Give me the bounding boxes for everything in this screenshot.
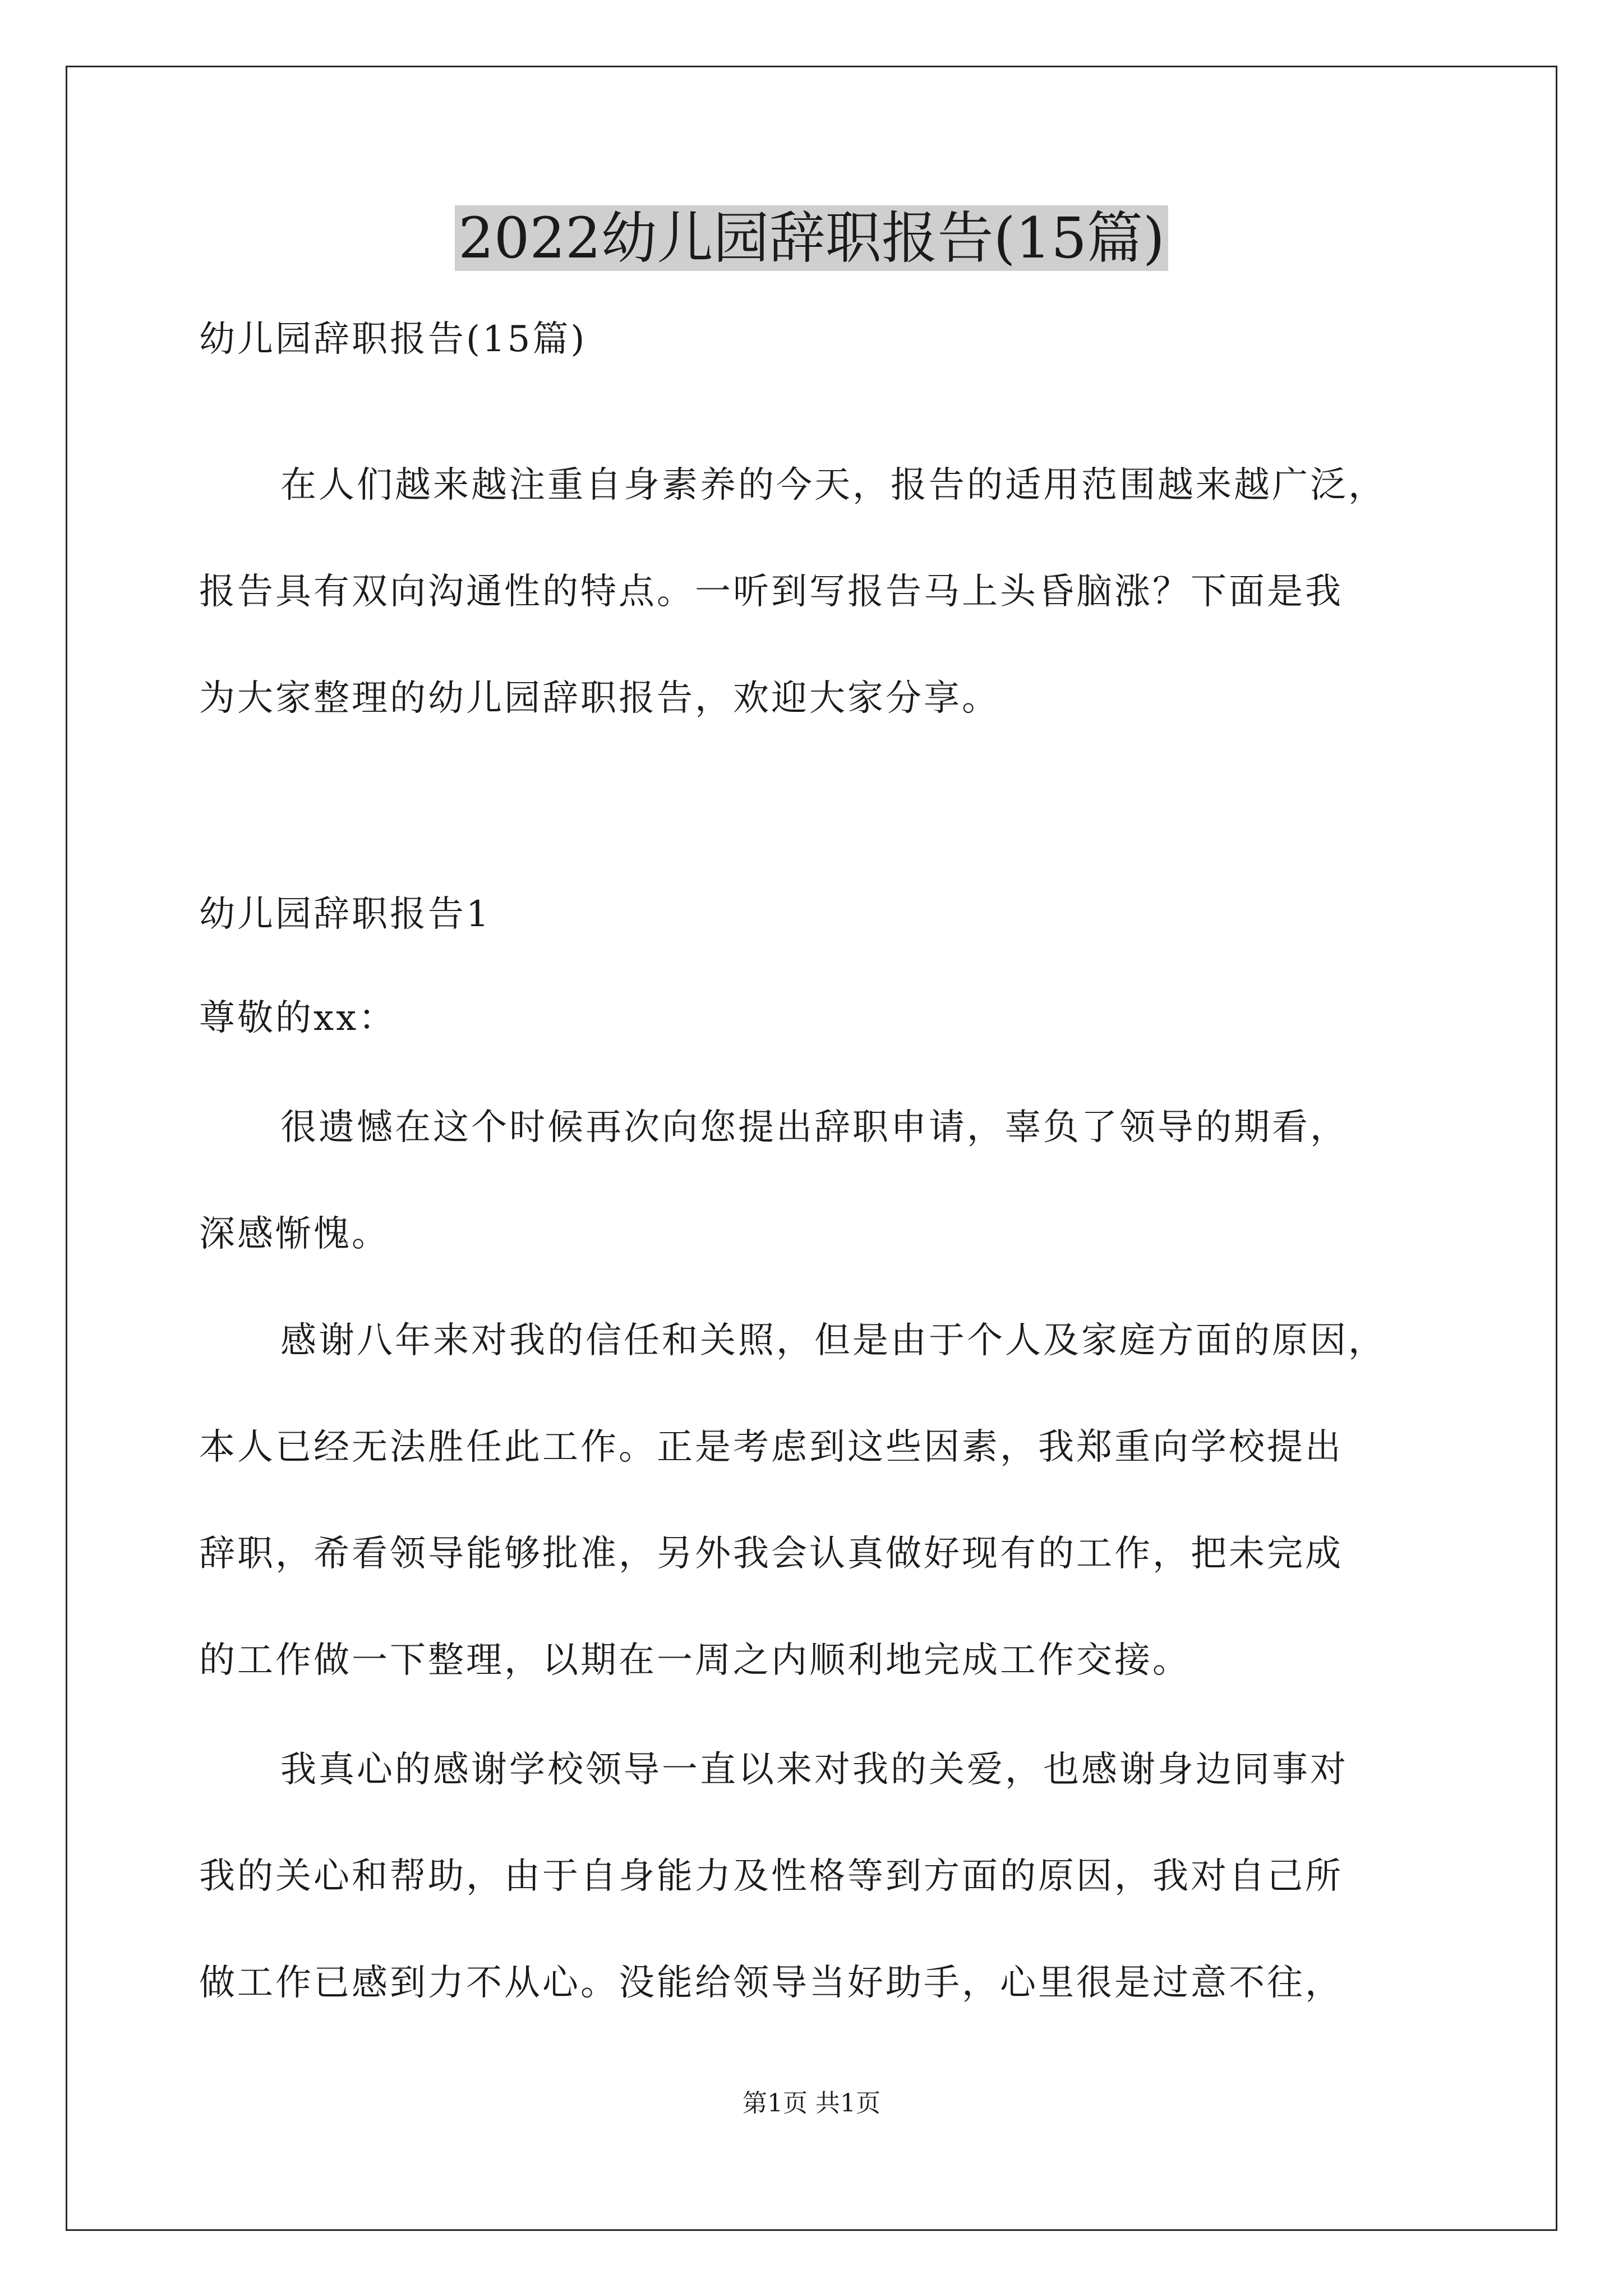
paragraph3-line-1: 我真心的感谢学校领导一直以来对我的关爱，也感谢身边同事对 [280, 1749, 1348, 1791]
intro-line-1: 在人们越来越注重自身素养的今天，报告的适用范围越来越广泛， [280, 464, 1386, 506]
intro-line-3: 为大家整理的幼儿园辞职报告，欢迎大家分享。 [199, 678, 1000, 719]
paragraph3-line-2: 我的关心和帮助，由于自身能力及性格等到方面的原因，我对自己所 [199, 1856, 1343, 1897]
document-title-text: 2022幼儿园辞职报告(15篇) [455, 205, 1168, 271]
document-title [0, 199, 1623, 278]
paragraph3-line-3: 做工作已感到力不从心。没能给领导当好助手，心里很是过意不往， [199, 1962, 1343, 2004]
paragraph2-line-4: 的工作做一下整理，以期在一周之内顺利地完成工作交接。 [199, 1640, 1191, 1681]
intro-line-2: 报告具有双向沟通性的特点。一听到写报告马上头昏脑涨？下面是我 [199, 571, 1343, 613]
section-heading: 幼儿园辞职报告1 [199, 894, 491, 935]
paragraph1-line-1: 很遗憾在这个时候再次向您提出辞职申请，辜负了领导的期看， [280, 1107, 1348, 1148]
paragraph2-line-1: 感谢八年来对我的信任和关照，但是由于个人及家庭方面的原因， [280, 1320, 1386, 1361]
paragraph2-line-2: 本人已经无法胜任此工作。正是考虑到这些因素，我郑重向学校提出 [199, 1427, 1343, 1468]
paragraph1-line-2: 深感惭愧。 [199, 1213, 390, 1255]
page-footer: 第1页 共1页 [743, 2089, 880, 2118]
salutation: 尊敬的xx： [199, 997, 397, 1039]
document-subtitle: 幼儿园辞职报告(15篇) [199, 319, 587, 360]
paragraph2-line-3: 辞职，希看领导能够批准，另外我会认真做好现有的工作，把未完成 [199, 1533, 1343, 1575]
